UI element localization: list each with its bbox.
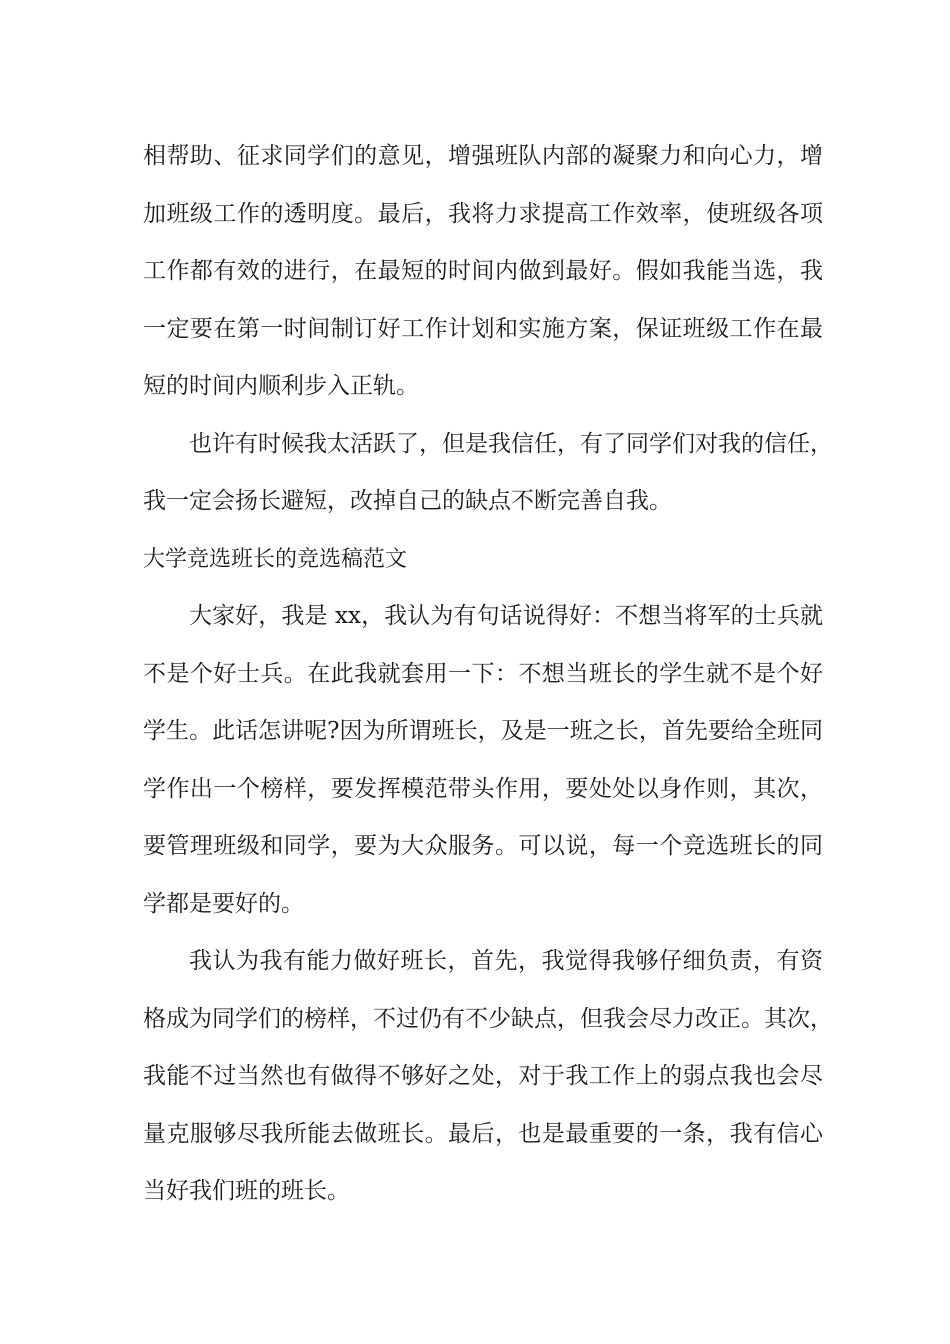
text-line: 短的时间内顺利步入正轨。 (143, 373, 419, 399)
text-line: 要管理班级和同学，要为大众服务。可以说，每一个竞选班长的同 (143, 833, 823, 859)
text-line: 加班级工作的透明度。最后，我将力求提高工作效率，使班级各项 (143, 200, 823, 227)
paragraph (143, 933, 833, 1221)
paragraph (143, 128, 823, 416)
section-heading: 大学竞选班长的竞选稿范文 (143, 546, 408, 572)
text-line: 大家好，我是 xx，我认为有句话说得好：不想当将军的士兵就 (189, 603, 823, 629)
paragraph (143, 588, 823, 933)
text-line: 格成为同学们的榜样，不过仍有不少缺点，但我会尽力改正。其次， (143, 1005, 833, 1032)
text-line: 学都是要好的。 (143, 890, 304, 917)
text-line: 量克服够尽我所能去做班长。最后，也是最重要的一条，我有信心 (143, 1120, 823, 1147)
text-line: 我认为我有能力做好班长，首先，我觉得我够仔细负责，有资 (189, 948, 823, 974)
text-line: 一定要在第一时间制订好工作计划和实施方案，保证班级工作在最 (143, 315, 823, 342)
text-line: 也许有时候我太活跃了，但是我信任，有了同学们对我的信任， (189, 430, 833, 457)
text-line: 工作都有效的进行，在最短的时间内做到最好。假如我能当选，我 (143, 258, 823, 284)
text-line: 学生。此话怎讲呢?因为所谓班长，及是一班之长，首先要给全班同 (143, 718, 823, 744)
text-line: 我一定会扬长避短，改掉自己的缺点不断完善自我。 (143, 488, 672, 514)
text-line: 当好我们班的班长。 (143, 1178, 350, 1204)
paragraph (143, 416, 833, 531)
text-line: 不是个好士兵。在此我就套用一下：不想当班长的学生就不是个好 (143, 660, 823, 687)
text-line: 我能不过当然也有做得不够好之处，对于我工作上的弱点我也会尽 (143, 1063, 823, 1089)
text-line: 学作出一个榜样，要发挥模范带头作用，要处处以身作则，其次， (143, 775, 823, 802)
text-line: 相帮助、征求同学们的意见，增强班队内部的凝聚力和向心力，增 (143, 143, 823, 169)
document-body (143, 128, 833, 1221)
